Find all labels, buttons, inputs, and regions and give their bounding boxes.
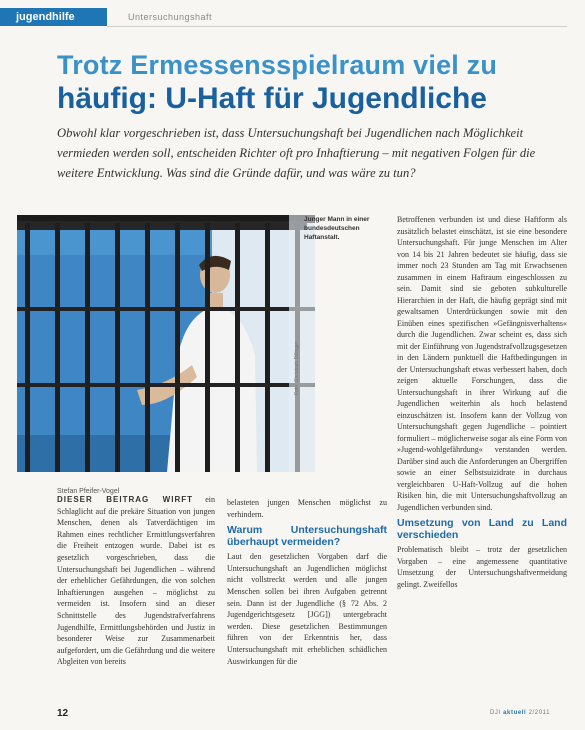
magazine-prefix: DJI [490,710,501,716]
article-lead: Obwohl klar vorgeschrieben ist, dass Untersuchungshaft bei Jugendlichen nach Möglichkeit vermieden werden soll, entscheiden Richter oft pro Inhaftierung – mit negativen Folgen für die weitere Entwicklung. Was sind die Gründe dafür, und was wäre zu tun? [57,126,536,180]
subheading-why-avoid: Warum Untersuchungshaft überhaupt vermeiden? [227,524,387,549]
body-column-3 [397,214,567,594]
paragraph-text: ein Schlaglicht auf die prekäre Situation von jungen Menschen, denen als Tatverdächtigen im Rahmen eines rechtlicher Ermittlungsverfahren die Freiheit entzogen wurde. Dabei ist es gesetzlich vorgeschrieben, dass die Untersuchungshaft bei Jugendlichen – während der erheblicher Gefährdungen, die von solchen Inhaftierungen ausgehen – möglichst zu vermeiden ist. Insofern sind an dieser Schnittstelle des Jugendstrafverfahrens Jugendhilfe, Ermittlungsbehörden und Justiz in besonderer Weise zur Zusammenarbeit aufgefordert, um die Gefährdung und die weitere Abgleiten von bereits [57,495,215,667]
photo-young-man-behind-bars [17,215,315,472]
page-number: 12 [57,708,69,719]
lead-in: DIESER BEITRAG WIRFT [57,495,193,504]
author-byline: Stefan Pfeifer-Vogel [57,488,120,495]
magazine-name: aktuell [503,710,527,716]
paragraph [57,494,215,668]
subsection-label: Untersuchungshaft [128,12,213,22]
photo-image [17,215,315,472]
paragraph: Betroffenen verbunden ist und diese Haftform als zusätzlich belastet einschätzt, ist sie eine besondere Untersuchungshaft. Für junge Menschen im Alter von 14 bis 21 Jahren bedeutet sie häufig, dass sie immer noch 23 Stunden am Tag mit Erwachsenen zusammen in einem Haftraum eingeschlossen zu sein. Damit sind sie geboten subkulturelle Hierarchien in der Haft, die häufig geprägt sind mit gewaltsamen Unterdrückungen sowie mit den Einüben eines spezifischen »Gefängnisverhaltens« durch die Jugendlichen. Zwar scheint es, dass sich mit der Einführung von Jugendstrafvollzugsgesetzen in den Ländern punktuell die Haftbedingungen in der Untersuchungshaft etwas verbessert haben, doch zeigen aktuelle Forschungen, dass die Untersuchungshaft in ihrer Wirkung auf die Jugendlichen weiterhin als hoch belastend einzuschätzen ist. Insofern kann der Vollzug von Untersuchungshaft gegen Jugendliche – pointiert formuliert – möglicherweise sogar als eine Form von »Jugend-wohlgefährdung« verstanden werden. Darüber sind auch die Anforderungen an Übergriffen sowie an einer Selbstsuizidrate in durchaus vergleichbaren U-Haft-Vollzug auf die hohen Risiken hin, die mit Untersuchungshaftvollzug an Jugendlichen verbunden sind. [397,215,567,512]
section-tab: jugendhilfe [0,8,107,26]
body-column-1 [57,494,215,672]
article-title-line2: häufig: U-Haft für Jugendliche [57,82,487,115]
photo-credit: Foto: Christoph Dillinger [294,341,300,395]
paragraph: belasteten jungen Menschen möglichst zu verhindern. [227,498,387,519]
subheading-implementation: Umsetzung von Land zu Land verschieden [397,517,567,541]
article-title-line1: Trotz Ermessensspielraum viel zu [57,50,498,80]
header-rule [107,26,567,27]
paragraph: Problematisch bleibt – trotz der gesetzlichen Vorgaben – eine angemessene quantitative Umsetzung der Untersuchungshaftvermeidung gelingt. Zweifellos [397,545,567,589]
paragraph: Laut den gesetzlichen Vorgaben darf die Untersuchungshaft an Jugendlichen möglichst nicht vollstreckt werden und alle jungen Menschen sollen bei ihren Aufgaben getrennt sein. Dann ist der Jugendliche (§ 72 Abs. 2 Jugendgerichtsgesetz [JGG]) untergebracht werden. Diese gesetzlichen Bestimmungen führen von der Erkenntnis her, dass Untersuchungshaft mit erheblichen schädlichen Auswirkungen für die [227,552,387,666]
magazine-footer [490,710,550,716]
body-column-2 [227,497,387,671]
photo-caption: Junger Mann in einer bundesdeutschen Haftanstalt. [304,216,370,241]
magazine-issue: 2/2011 [528,710,551,716]
